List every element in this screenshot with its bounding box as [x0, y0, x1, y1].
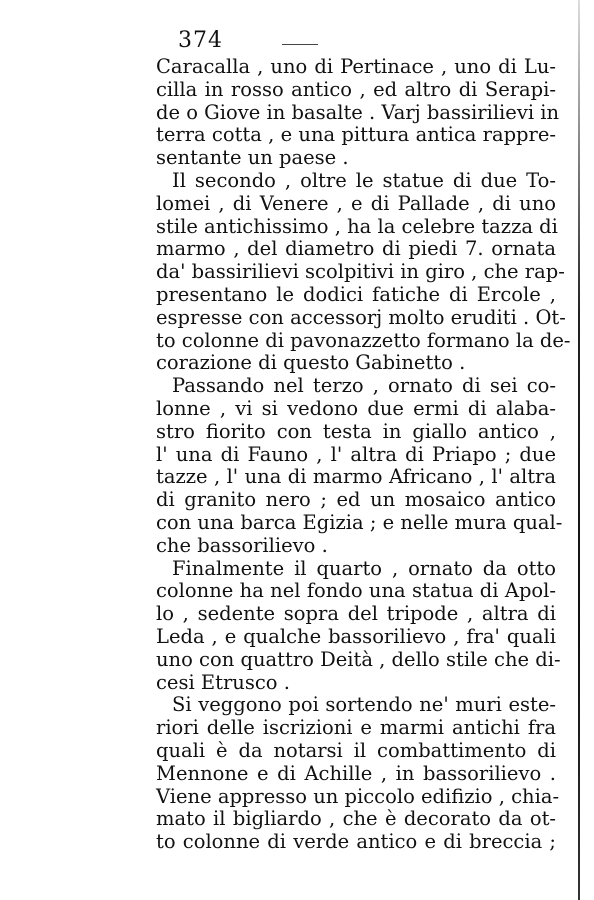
text-line: stile antichissimo , ha la celebre tazza di — [156, 214, 558, 238]
text-line: riori delle iscrizioni e marmi antichi fra — [156, 716, 556, 740]
text-line: Il secondo , oltre le statue di due To- — [172, 168, 556, 192]
text-line: espresse con accessorj molto eruditi . Ot- — [156, 305, 566, 329]
text-line: da' bassirilievi scolpitivi in giro , che rap- — [156, 260, 565, 284]
text-line: to colonne di verde antico e di breccia ; — [156, 830, 556, 854]
text-line: marmo , del diametro di piedi 7. ornata — [156, 237, 556, 261]
text-line: Leda , e qualche bassorilievo , fra' quali — [156, 624, 556, 648]
text-line: lo , sedente sopra del tripode , altra di — [156, 602, 556, 626]
text-line: quali è da notarsi il combattimento di — [156, 738, 556, 762]
text-line: cesi Etrusco . — [156, 670, 290, 694]
page-number: 374 — [178, 28, 223, 53]
text-line: to colonne di pavonazzetto formano la de- — [156, 328, 571, 352]
text-line: mato il bigliardo , che è decorato da ot- — [156, 807, 556, 831]
page-spine-edge — [578, 0, 580, 900]
text-line: lonne , vi si vedono due ermi di alaba- — [156, 396, 556, 420]
text-line: Passando nel terzo , ornato di sei co- — [172, 374, 556, 398]
text-line: tazze , l' una di marmo Africano , l' altra — [156, 465, 556, 489]
text-line: con una barca Egizia ; e nelle mura qual- — [156, 510, 563, 534]
header-rule — [282, 44, 318, 45]
text-line: sentante un paese . — [156, 146, 349, 170]
text-line: stro fiorito con testa in giallo antico , — [156, 419, 556, 443]
text-line: corazione di questo Gabinetto . — [156, 351, 466, 375]
text-line: cilla in rosso antico , ed altro di Serapi- — [156, 77, 556, 101]
body-text — [156, 55, 571, 854]
text-line: che bassorilievo . — [156, 533, 328, 557]
text-line: Mennone e di Achille , in bassorilievo . — [156, 761, 556, 785]
text-line: terra cotta , e una pittura antica rappre- — [156, 123, 556, 147]
text-line: presentano le dodici fatiche di Ercole , — [156, 282, 556, 306]
text-line: Si veggono poi sortendo ne' muri este- — [172, 693, 556, 717]
text-line: Viene appresso un piccolo edifizio , chia- — [156, 784, 560, 808]
text-line: colonne ha nel fondo una statua di Apol- — [156, 579, 556, 603]
text-line: Caracalla , uno di Pertinace , uno di Lu- — [156, 55, 556, 78]
text-line: uno con quattro Deità , dello stile che di- — [156, 647, 561, 671]
text-line: di granito nero ; ed un mosaico antico — [156, 488, 556, 512]
text-line: de o Giove in basalte . Varj bassirilievi in — [156, 100, 560, 124]
text-line: l' una di Fauno , l' altra di Priapo ; due — [156, 442, 556, 466]
text-line: Finalmente il quarto , ornato da otto — [172, 556, 556, 580]
text-line: lomei , di Venere , e di Pallade , di uno — [156, 191, 556, 215]
